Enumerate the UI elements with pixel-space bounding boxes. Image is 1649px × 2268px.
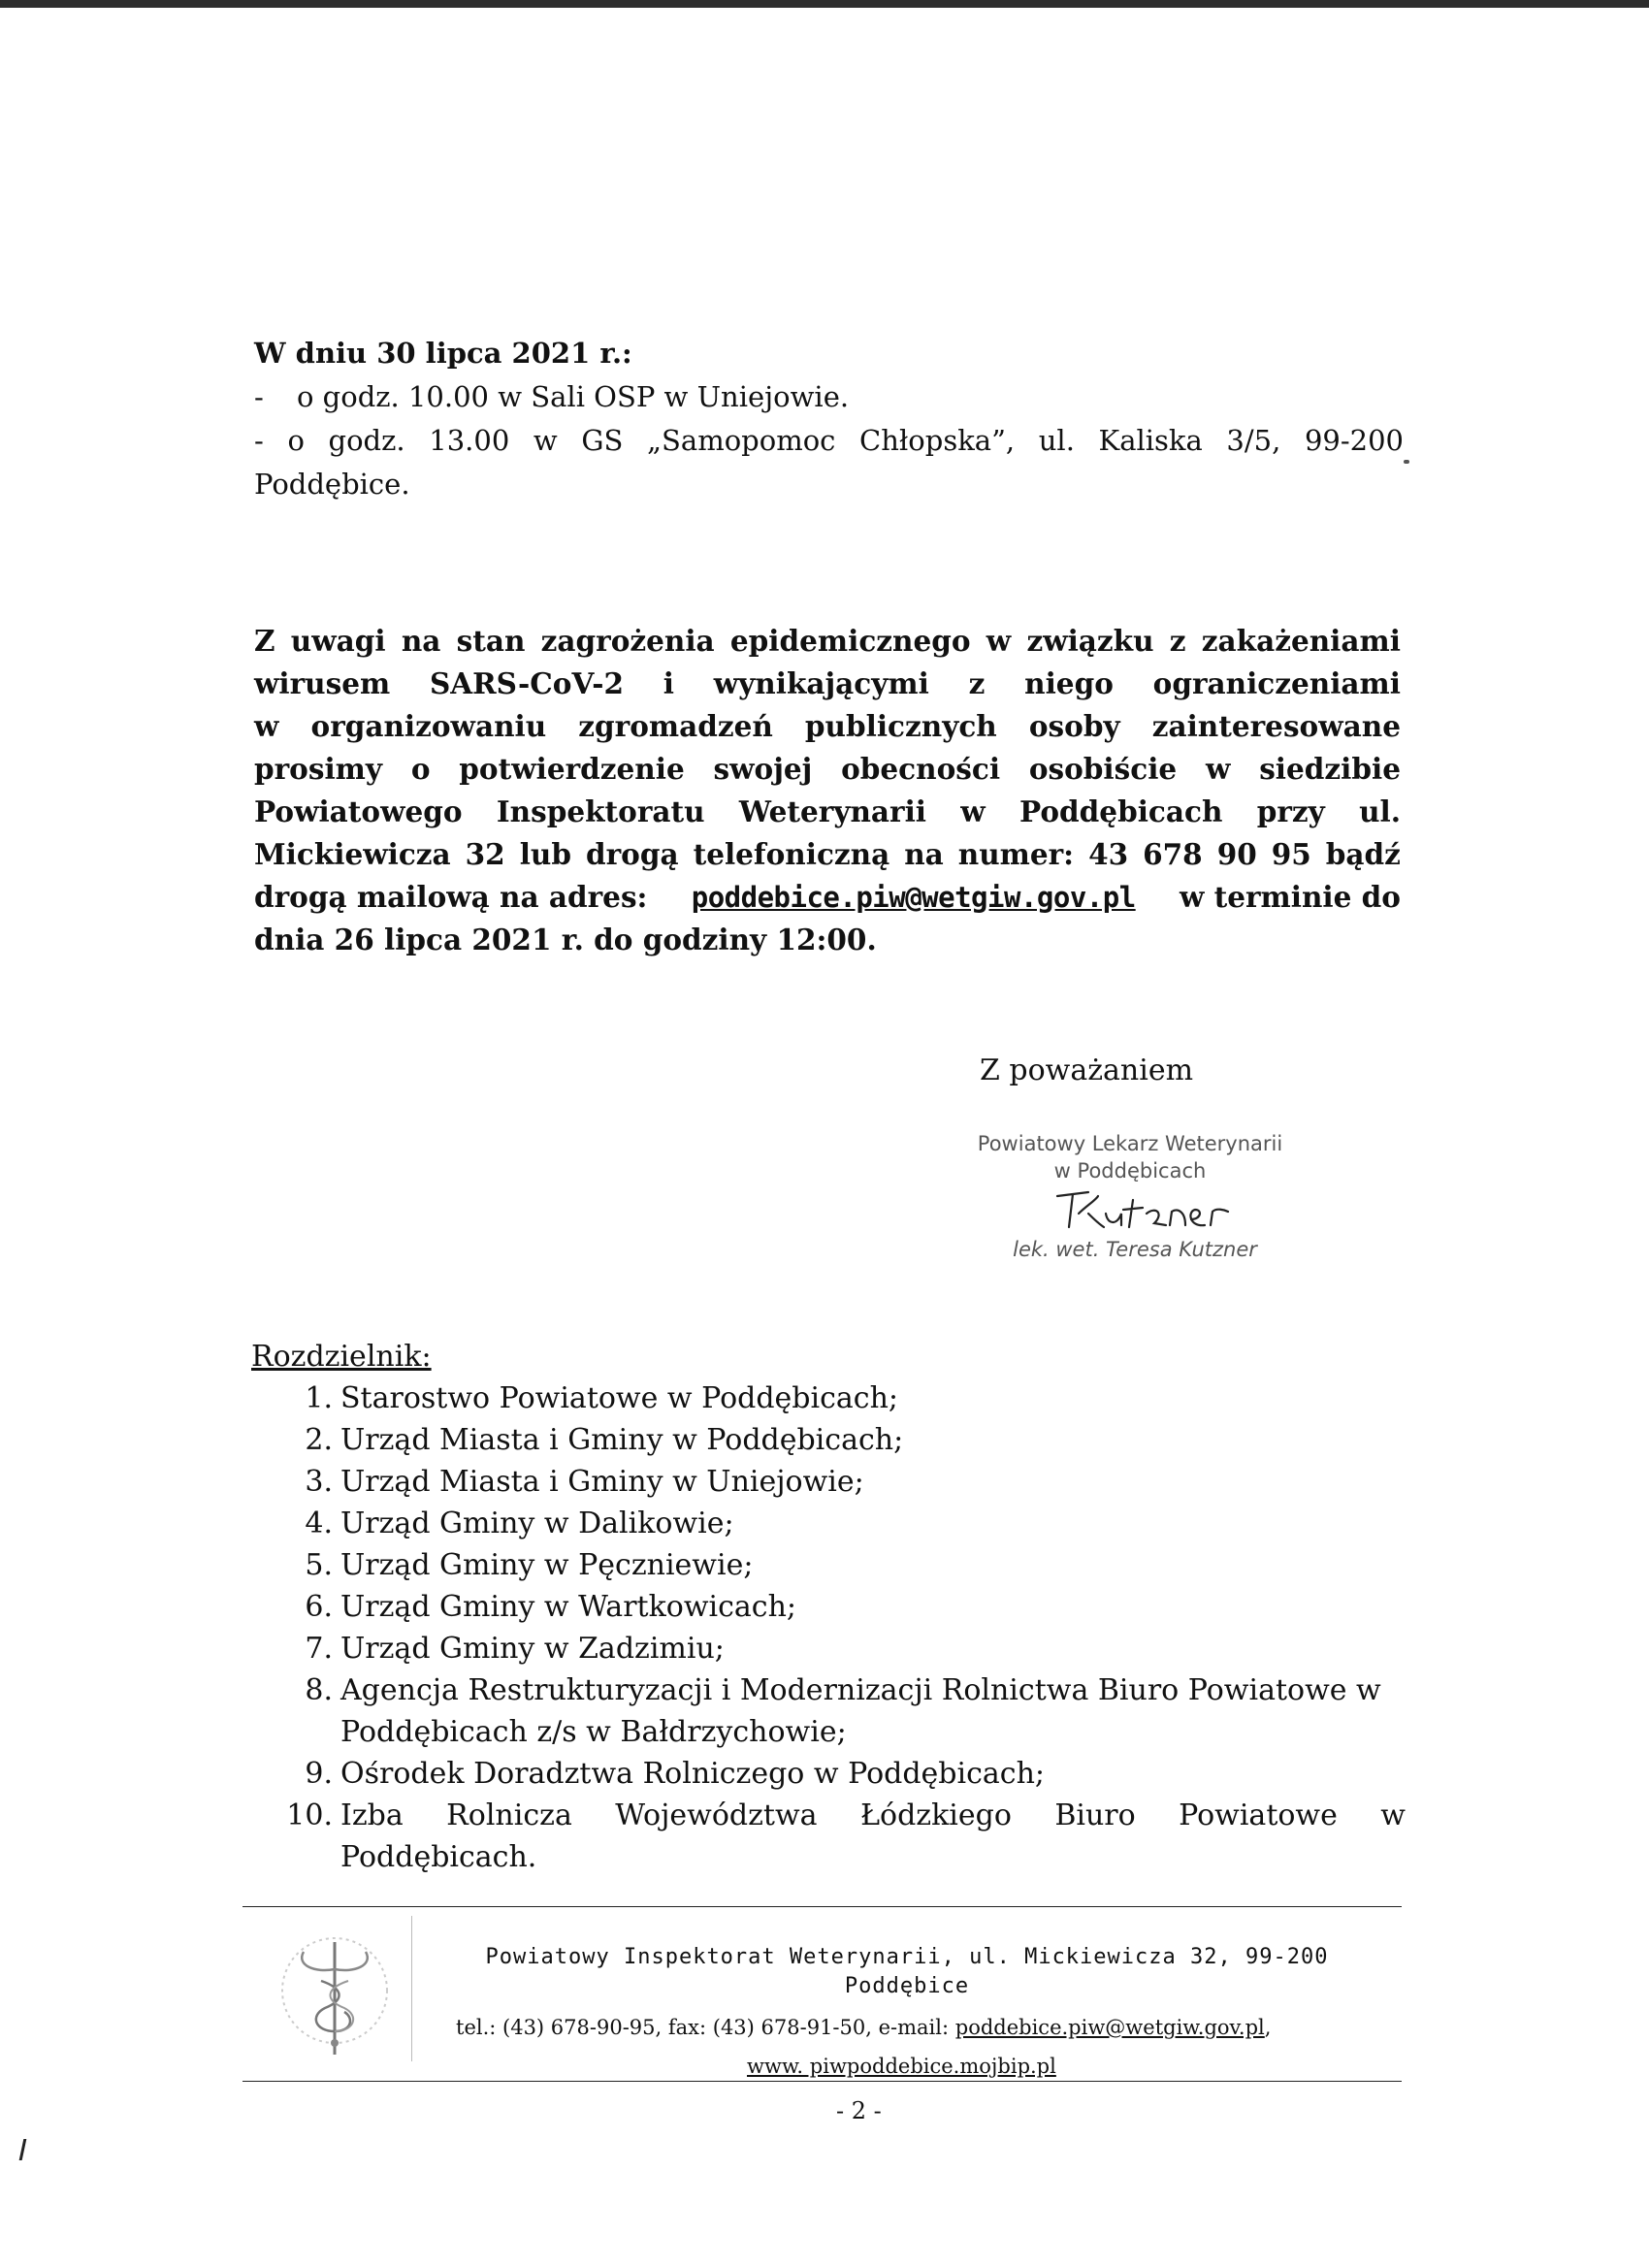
list-word: Województwa — [615, 1798, 818, 1832]
list-item — [251, 1419, 1406, 1461]
list-number: 3. — [305, 1465, 333, 1499]
meeting-item-continuation: Poddębice. — [254, 468, 410, 501]
notice-word: w — [960, 794, 986, 828]
notice-word: 95 — [1271, 837, 1311, 871]
notice-line — [254, 663, 1401, 705]
list-text: Urząd Gminy w Dalikowie; — [340, 1507, 734, 1540]
notice-word: zainteresowane — [1151, 709, 1401, 743]
meeting-heading: W dniu 30 lipca 2021 r.: — [254, 337, 632, 370]
page-number: - 2 - — [836, 2097, 882, 2124]
notice-word: w — [1205, 752, 1231, 786]
meeting-item — [254, 375, 1418, 419]
list-number: 2. — [305, 1423, 333, 1457]
notice-word: i — [663, 666, 674, 700]
notice-word: 43 — [1088, 837, 1129, 871]
notice-word: ul. — [1359, 794, 1401, 828]
list-word: Łódzkiego — [859, 1798, 1012, 1832]
list-text — [340, 1669, 1406, 1753]
list-item — [251, 1628, 1406, 1669]
meeting-word: godz. — [328, 424, 405, 457]
notice-line — [254, 620, 1401, 663]
meeting-word: ul. — [1038, 424, 1075, 457]
notice-word: siedzibie — [1259, 752, 1401, 786]
list-item — [251, 1503, 1406, 1544]
notice-word: Inspektoratu — [496, 794, 705, 828]
meeting-dates — [254, 332, 1418, 506]
meeting-word: GS — [581, 424, 624, 457]
footer-address-line: Powiatowy Inspektorat Weterynarii, ul. Mickiewicza 32, 99-200 — [485, 1945, 1329, 1969]
list-item — [251, 1753, 1406, 1795]
meeting-item — [254, 419, 1404, 506]
notice-word: potwierdzenie — [459, 752, 685, 786]
list-number: 9. — [305, 1757, 333, 1791]
notice-word: wynikającymi — [713, 666, 929, 700]
footer-contacts — [456, 2016, 1377, 2039]
list-number: 7. — [305, 1632, 333, 1666]
notice-word: publicznych — [804, 709, 997, 743]
meeting-word: Chłopska”, — [859, 424, 1016, 457]
punctuation: , — [1264, 2016, 1272, 2039]
list-number: 8. — [305, 1673, 333, 1707]
notice-word: epidemicznego — [729, 624, 971, 658]
notice-word: Poddębicach — [1018, 794, 1223, 828]
scan-top-edge — [0, 0, 1649, 8]
notice-line — [254, 705, 1401, 748]
meeting-word: „Samopomoc — [647, 424, 836, 457]
meeting-word: o — [287, 424, 305, 457]
notice-word: numer: — [957, 837, 1075, 871]
notice-word: 32 — [465, 837, 505, 871]
list-item — [251, 1461, 1406, 1503]
list-word: Izba — [340, 1798, 404, 1832]
meeting-word: Kaliska — [1098, 424, 1203, 457]
footer-address-line: Poddębice — [844, 1974, 970, 1998]
list-item — [251, 1544, 1406, 1586]
signatory-name: lek. wet. Teresa Kutzner — [1013, 1238, 1257, 1261]
notice-word: lub — [519, 837, 571, 871]
notice-word: o — [410, 752, 431, 786]
dash: - — [254, 424, 264, 457]
list-text: Urząd Gminy w Wartkowicach; — [340, 1590, 797, 1624]
list-item — [251, 1586, 1406, 1628]
contact-numbers: tel.: (43) 678-90-95, fax: (43) 678-91-50, e-mail: — [456, 2016, 950, 2039]
footer-address — [446, 1943, 1368, 2001]
list-text — [340, 1795, 1406, 1878]
notice-word: zakażeniami — [1201, 624, 1401, 658]
list-text: Urząd Gminy w Pęczniewie; — [340, 1548, 754, 1582]
closing-text: Z poważaniem — [980, 1053, 1194, 1087]
footer-email-link[interactable]: poddebice.piw@wetgiw.gov.pl — [954, 2016, 1265, 2039]
notice-word: osoby — [1028, 709, 1120, 743]
notice-line — [254, 791, 1401, 833]
notice-word: drogą — [585, 837, 679, 871]
meeting-item-text: o godz. 10.00 w Sali OSP w Uniejowie. — [297, 380, 850, 413]
list-number: 10. — [286, 1798, 333, 1832]
meeting-word: 13.00 — [429, 424, 510, 457]
meeting-word: 3/5, — [1226, 424, 1281, 457]
notice-last-line: dnia 26 lipca 2021 r. do godziny 12:00. — [254, 923, 877, 956]
distribution-title: Rozdzielnik: — [251, 1340, 432, 1374]
list-text: Ośrodek Doradztwa Rolniczego w Poddębicach; — [340, 1757, 1046, 1791]
website-link[interactable]: www. piwpoddebice.mojbip.pl — [747, 2055, 1056, 2078]
meeting-item-row — [254, 419, 1404, 463]
notice-word: zgromadzeń — [578, 709, 773, 743]
list-item — [251, 1795, 1406, 1878]
notice-words: w terminie do — [1179, 880, 1401, 914]
list-text: Urząd Gminy w Zadzimiu; — [340, 1632, 725, 1666]
notice-email-link[interactable]: poddebice.piw@wetgiw.gov.pl — [691, 881, 1136, 914]
notice-word: osobiście — [1028, 752, 1178, 786]
list-number: 6. — [305, 1590, 333, 1624]
list-text: Urząd Miasta i Gminy w Uniejowie; — [340, 1465, 864, 1499]
notice-word: z — [968, 666, 986, 700]
official-stamp — [946, 1130, 1314, 1184]
list-text: Urząd Miasta i Gminy w Poddębicach; — [340, 1423, 904, 1457]
notice-word: związku — [1026, 624, 1154, 658]
list-number: 5. — [305, 1548, 333, 1582]
list-text: Starostwo Powiatowe w Poddębicach; — [340, 1381, 899, 1415]
notice-word: niego — [1024, 666, 1114, 700]
list-word: Rolnicza — [446, 1798, 572, 1832]
notice-word: SARS-CoV-2 — [429, 666, 624, 700]
notice-word: obecności — [841, 752, 1001, 786]
notice-word: z — [1169, 624, 1186, 658]
handwritten-signature — [1050, 1184, 1302, 1243]
notice-word: zagrożenia — [540, 624, 715, 658]
stamp-location: w Poddębicach — [1053, 1159, 1207, 1183]
notice-paragraph — [254, 620, 1401, 961]
notice-word: prosimy — [254, 752, 383, 786]
scan-margin-mark — [19, 2139, 27, 2160]
footer-divider — [242, 1906, 1402, 1907]
list-word: Powiatowe — [1179, 1798, 1338, 1832]
notice-word: 90 — [1216, 837, 1257, 871]
footer-divider — [242, 2081, 1402, 2082]
notice-word: bądź — [1325, 837, 1401, 871]
notice-word: w — [986, 624, 1012, 658]
list-text-line: Agencja Restrukturyzacji i Modernizacji Rolnictwa Biuro Powiatowe w — [340, 1673, 1381, 1707]
notice-word: wirusem — [254, 666, 391, 700]
notice-word: Z — [254, 624, 275, 658]
notice-word: telefoniczną — [693, 837, 890, 871]
list-item — [251, 1669, 1406, 1753]
notice-word: w — [254, 709, 279, 743]
notice-words: drogą mailową na adres: — [254, 880, 648, 914]
list-number: 1. — [305, 1381, 333, 1415]
list-number: 4. — [305, 1507, 333, 1540]
notice-word: Powiatowego — [254, 794, 463, 828]
dash: - — [254, 380, 264, 413]
notice-word: stan — [456, 624, 526, 658]
list-text-line: Poddębicach z/s w Bałdrzychowie; — [340, 1715, 847, 1749]
stamp-title: Powiatowy Lekarz Weterynarii — [977, 1132, 1283, 1155]
list-text-line — [340, 1795, 1406, 1836]
caduceus-logo-icon — [276, 1930, 393, 2061]
notice-word: Weterynarii — [738, 794, 926, 828]
meeting-word: 99-200 — [1304, 424, 1404, 457]
notice-line — [254, 748, 1401, 791]
distribution-list — [251, 1336, 1406, 1878]
meeting-word: w — [533, 424, 558, 457]
notice-word: na — [904, 837, 944, 871]
notice-word: przy — [1256, 794, 1325, 828]
list-word: w — [1380, 1798, 1406, 1832]
notice-line — [254, 876, 1401, 919]
notice-word: swojej — [713, 752, 813, 786]
footer-separator — [411, 1916, 412, 2061]
notice-word: 678 — [1143, 837, 1203, 871]
notice-word: na — [401, 624, 441, 658]
notice-word: Mickiewicza — [254, 837, 451, 871]
list-text-line: Poddębicach. — [340, 1840, 537, 1874]
list-word: Biuro — [1054, 1798, 1136, 1832]
list-item — [251, 1377, 1406, 1419]
notice-word: organizowaniu — [310, 709, 547, 743]
notice-word: ograniczeniami — [1152, 666, 1401, 700]
notice-line — [254, 833, 1401, 876]
notice-word: uwagi — [290, 624, 386, 658]
